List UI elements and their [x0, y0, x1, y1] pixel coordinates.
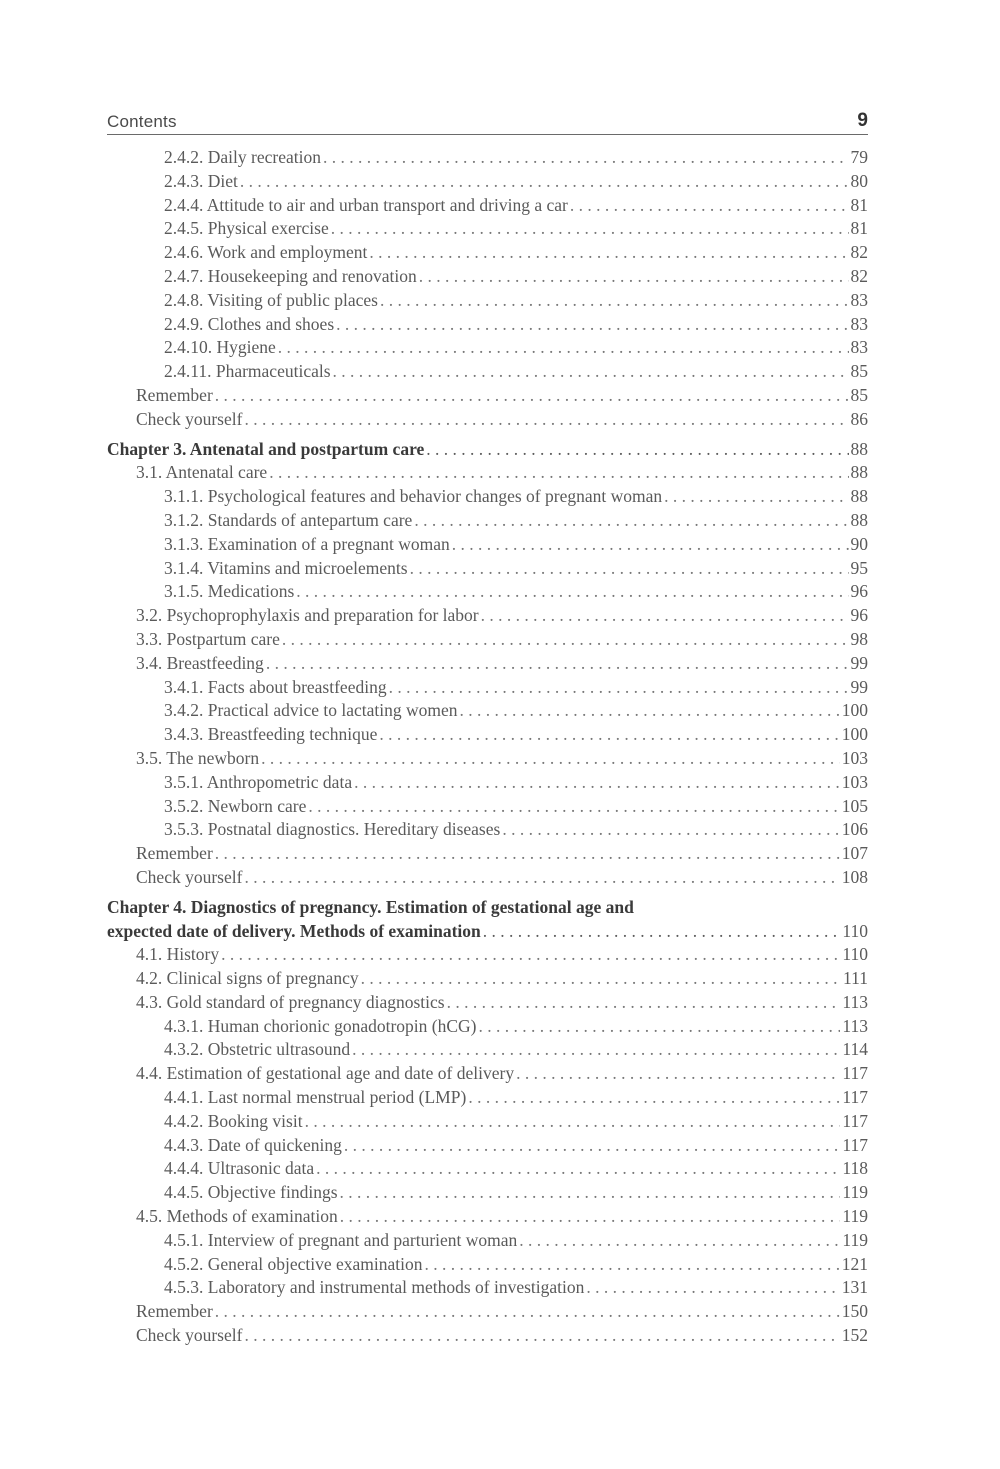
toc-entry[interactable] — [107, 747, 868, 771]
dot-leader — [354, 771, 840, 795]
dot-leader — [425, 1253, 840, 1277]
toc-entry-title: 4.5.3. Laboratory and instrumental methods of investigation — [164, 1277, 585, 1298]
toc-entry-title: Remember — [136, 1301, 213, 1322]
toc-entry-title: 4.3.1. Human chorionic gonadotropin (hCG) — [164, 1015, 477, 1036]
toc-chapter-entry[interactable] — [107, 438, 868, 462]
toc-page-number: 95 — [850, 557, 868, 578]
table-of-contents — [107, 146, 868, 1348]
toc-page-number: 99 — [850, 676, 868, 697]
toc-page-number: 117 — [842, 1087, 868, 1108]
toc-entry[interactable] — [107, 360, 868, 384]
toc-page-number: 103 — [841, 771, 868, 792]
dot-leader — [664, 485, 848, 509]
toc-page-number: 85 — [850, 384, 868, 405]
toc-entry[interactable] — [107, 1157, 868, 1181]
toc-entry[interactable] — [107, 1300, 868, 1324]
toc-entry-title: 3.5.3. Postnatal diagnostics. Hereditary diseases — [164, 819, 501, 840]
dot-leader — [296, 580, 848, 604]
toc-entry[interactable] — [107, 509, 868, 533]
toc-entry-title: 2.4.10. Hygiene — [164, 337, 276, 358]
toc-page-number: 117 — [842, 1134, 868, 1155]
dot-leader — [519, 1229, 840, 1253]
toc-entry[interactable] — [107, 866, 868, 890]
dot-leader — [244, 866, 839, 890]
toc-page-number: 119 — [842, 1182, 868, 1203]
toc-entry-title: 2.4.3. Diet — [164, 170, 238, 191]
toc-entry[interactable] — [107, 967, 868, 991]
dot-leader — [269, 461, 848, 485]
toc-page-number: 85 — [850, 361, 868, 382]
toc-entry[interactable] — [107, 1110, 868, 1134]
toc-entry-title: 3.1.5. Medications — [164, 581, 295, 602]
toc-entry-title: 2.4.8. Visiting of public places — [164, 289, 378, 310]
toc-page-number: 100 — [841, 724, 868, 745]
toc-entry-title: 3.4.1. Facts about breastfeeding — [164, 676, 387, 697]
toc-entry[interactable] — [107, 1229, 868, 1253]
toc-entry[interactable] — [107, 771, 868, 795]
toc-page-number: 82 — [850, 242, 868, 263]
toc-page-number: 88 — [850, 462, 868, 483]
toc-entry[interactable] — [107, 533, 868, 557]
dot-leader — [240, 170, 849, 194]
toc-entry[interactable] — [107, 991, 868, 1015]
toc-entry-title: 3.1.3. Examination of a pregnant woman — [164, 533, 450, 554]
toc-entry-title: Check yourself — [136, 866, 243, 887]
toc-page-number: 80 — [850, 170, 868, 191]
dot-leader — [340, 1205, 841, 1229]
toc-page-number: 117 — [842, 1063, 868, 1084]
dot-leader — [352, 1038, 840, 1062]
toc-entry[interactable] — [107, 241, 868, 265]
toc-entry[interactable] — [107, 795, 868, 819]
toc-page-number: 150 — [841, 1301, 868, 1322]
toc-entry-title: Check yourself — [136, 1325, 243, 1346]
toc-entry[interactable] — [107, 842, 868, 866]
toc-page-number: 90 — [850, 533, 868, 554]
toc-entry[interactable] — [107, 384, 868, 408]
dot-leader — [221, 943, 840, 967]
toc-entry-title: 3.1.1. Psychological features and behavior changes of pregnant woman — [164, 486, 663, 507]
toc-entry[interactable] — [107, 723, 868, 747]
toc-entry-title: 3.4.3. Breastfeeding technique — [164, 724, 378, 745]
toc-entry[interactable] — [107, 676, 868, 700]
dot-leader — [468, 1086, 840, 1110]
toc-entry-title: 2.4.7. Housekeeping and renovation — [164, 265, 417, 286]
toc-entry-title: 3.1.2. Standards of antepartum care — [164, 509, 413, 530]
toc-entry[interactable] — [107, 699, 868, 723]
toc-entry-title: 4.4.5. Objective findings — [164, 1182, 338, 1203]
toc-page-number: 81 — [850, 194, 868, 215]
dot-leader — [419, 265, 849, 289]
toc-entry-title: 2.4.5. Physical exercise — [164, 218, 329, 239]
toc-page-number: 83 — [850, 313, 868, 334]
toc-page-number: 121 — [841, 1253, 868, 1274]
toc-chapter-heading-line — [107, 896, 868, 920]
toc-entry-title: Remember — [136, 843, 213, 864]
toc-page-number: 99 — [850, 652, 868, 673]
toc-entry-title: 4.4. Estimation of gestational age and date of delivery — [136, 1063, 515, 1084]
dot-leader — [369, 241, 848, 265]
toc-entry-title: 2.4.6. Work and employment — [164, 242, 368, 263]
toc-entry[interactable] — [107, 408, 868, 432]
toc-page-number: 96 — [850, 581, 868, 602]
toc-entry-title: 3.1. Antenatal care — [136, 462, 268, 483]
toc-entry-title: 3.1.4. Vitamins and microelements — [164, 557, 408, 578]
toc-entry[interactable] — [107, 628, 868, 652]
dot-leader — [361, 967, 841, 991]
toc-page-number: 88 — [850, 509, 868, 530]
dot-leader — [282, 628, 849, 652]
toc-page-number: 108 — [841, 866, 868, 887]
dot-leader — [323, 146, 849, 170]
dot-leader — [215, 842, 840, 866]
toc-page-number: 111 — [843, 968, 868, 989]
toc-page-number: 110 — [842, 920, 868, 941]
toc-entry-title: Chapter 4. Diagnostics of pregnancy. Estimation of gestational age and — [107, 896, 634, 917]
dot-leader — [278, 336, 849, 360]
dot-leader — [340, 1181, 841, 1205]
toc-page-number: 110 — [842, 944, 868, 965]
toc-entry-title: 3.4.2. Practical advice to lactating women — [164, 700, 458, 721]
toc-entry-title: 3.3. Postpartum care — [136, 628, 280, 649]
toc-entry[interactable] — [107, 194, 868, 218]
toc-entry[interactable] — [107, 1134, 868, 1158]
toc-page-number: 81 — [850, 218, 868, 239]
toc-chapter-entry[interactable] — [107, 920, 868, 944]
dot-leader — [305, 1110, 841, 1134]
toc-entry[interactable] — [107, 313, 868, 337]
toc-page-number: 79 — [850, 147, 868, 167]
toc-page-number: 113 — [842, 991, 868, 1012]
page-number: 9 — [857, 110, 868, 131]
toc-entry[interactable] — [107, 146, 868, 170]
dot-leader — [481, 604, 849, 628]
toc-page-number: 119 — [842, 1206, 868, 1227]
dot-leader — [389, 676, 849, 700]
toc-entry-title: 3.5.2. Newborn care — [164, 795, 307, 816]
toc-page-number: 105 — [841, 795, 868, 816]
toc-page-number: 83 — [850, 289, 868, 310]
toc-entry-title: 2.4.9. Clothes and shoes — [164, 313, 335, 334]
toc-page-number: 113 — [842, 1015, 868, 1036]
toc-entry-title: 4.4.1. Last normal menstrual period (LMP) — [164, 1087, 467, 1108]
dot-leader — [379, 723, 839, 747]
dot-leader — [586, 1276, 839, 1300]
toc-page-number: 114 — [842, 1039, 868, 1060]
toc-page-number: 100 — [841, 700, 868, 721]
toc-entry-title: 3.2. Psychoprophylaxis and preparation for labor — [136, 605, 479, 626]
dot-leader — [261, 747, 840, 771]
toc-entry[interactable] — [107, 580, 868, 604]
toc-entry[interactable] — [107, 1086, 868, 1110]
toc-entry-title: Check yourself — [136, 408, 243, 429]
dot-leader — [266, 652, 849, 676]
dot-leader — [333, 360, 849, 384]
toc-page-number: 86 — [850, 408, 868, 429]
toc-entry-title: 4.5. Methods of examination — [136, 1206, 338, 1227]
toc-entry-title: 4.5.2. General objective examination — [164, 1253, 423, 1274]
toc-entry[interactable] — [107, 818, 868, 842]
dot-leader — [452, 533, 849, 557]
toc-entry[interactable] — [107, 289, 868, 313]
toc-entry-title: Remember — [136, 384, 213, 405]
dot-leader — [244, 408, 848, 432]
dot-leader — [570, 194, 849, 218]
dot-leader — [447, 991, 841, 1015]
toc-page-number: 83 — [850, 337, 868, 358]
toc-page-number: 98 — [850, 628, 868, 649]
toc-entry[interactable] — [107, 217, 868, 241]
toc-entry-title: expected date of delivery. Methods of examination — [107, 920, 481, 941]
running-header — [107, 110, 868, 135]
toc-page-number: 118 — [842, 1158, 868, 1179]
toc-entry[interactable] — [107, 1276, 868, 1300]
toc-entry[interactable] — [107, 604, 868, 628]
toc-entry-title: 2.4.2. Daily recreation — [164, 147, 321, 167]
toc-entry-title: 4.5.1. Interview of pregnant and parturient woman — [164, 1229, 518, 1250]
dot-leader — [336, 313, 848, 337]
toc-entry[interactable] — [107, 1181, 868, 1205]
toc-entry[interactable] — [107, 1253, 868, 1277]
toc-entry[interactable] — [107, 943, 868, 967]
toc-entry[interactable] — [107, 652, 868, 676]
toc-entry[interactable] — [107, 170, 868, 194]
dot-leader — [502, 818, 839, 842]
toc-entry-title: 2.4.4. Attitude to air and urban transport and driving a car — [164, 194, 568, 215]
toc-page-number: 119 — [842, 1229, 868, 1250]
dot-leader — [479, 1015, 841, 1039]
toc-entry-title: 3.5.1. Anthropometric data — [164, 771, 353, 792]
dot-leader — [308, 795, 839, 819]
dot-leader — [460, 699, 840, 723]
toc-entry[interactable] — [107, 1205, 868, 1229]
toc-entry-title: 4.1. History — [136, 944, 220, 965]
toc-entry-title: 4.4.4. Ultrasonic data — [164, 1158, 315, 1179]
toc-entry[interactable] — [107, 461, 868, 485]
toc-entry-title: 4.4.3. Date of quickening — [164, 1134, 342, 1155]
toc-entry[interactable] — [107, 1038, 868, 1062]
toc-entry[interactable] — [107, 557, 868, 581]
dot-leader — [316, 1157, 840, 1181]
toc-entry-title: Chapter 3. Antenatal and postpartum care — [107, 438, 425, 459]
toc-entry-title: 4.3. Gold standard of pregnancy diagnostics — [136, 991, 445, 1012]
toc-page-number: 106 — [841, 819, 868, 840]
dot-leader — [344, 1134, 841, 1158]
dot-leader — [331, 217, 849, 241]
toc-entry[interactable] — [107, 1062, 868, 1086]
toc-page-number: 107 — [841, 843, 868, 864]
dot-leader — [244, 1324, 839, 1348]
toc-page-number: 96 — [850, 605, 868, 626]
toc-page-number: 82 — [850, 265, 868, 286]
toc-page-number: 88 — [850, 486, 868, 507]
toc-page-number: 88 — [850, 438, 868, 459]
toc-entry-title: 4.3.2. Obstetric ultrasound — [164, 1039, 351, 1060]
toc-entry[interactable] — [107, 485, 868, 509]
toc-entry-title: 2.4.11. Pharmaceuticals — [164, 361, 331, 382]
dot-leader — [483, 920, 841, 944]
header-title: Contents — [107, 112, 177, 131]
dot-leader — [215, 1300, 840, 1324]
toc-entry[interactable] — [107, 1324, 868, 1348]
dot-leader — [215, 384, 849, 408]
toc-entry[interactable] — [107, 265, 868, 289]
toc-entry-title: 4.4.2. Booking visit — [164, 1110, 303, 1131]
dot-leader — [426, 438, 848, 462]
dot-leader — [414, 509, 848, 533]
dot-leader — [380, 289, 849, 313]
toc-page-number: 103 — [841, 747, 868, 768]
toc-entry-title: 3.5. The newborn — [136, 747, 260, 768]
dot-leader — [516, 1062, 840, 1086]
toc-entry[interactable] — [107, 1015, 868, 1039]
toc-entry-title: 3.4. Breastfeeding — [136, 652, 264, 673]
toc-page-number: 117 — [842, 1110, 868, 1131]
dot-leader — [410, 557, 849, 581]
toc-entry-title: 4.2. Clinical signs of pregnancy — [136, 968, 359, 989]
toc-entry[interactable] — [107, 336, 868, 360]
toc-page-number: 152 — [841, 1325, 868, 1346]
toc-page-number: 131 — [841, 1277, 868, 1298]
